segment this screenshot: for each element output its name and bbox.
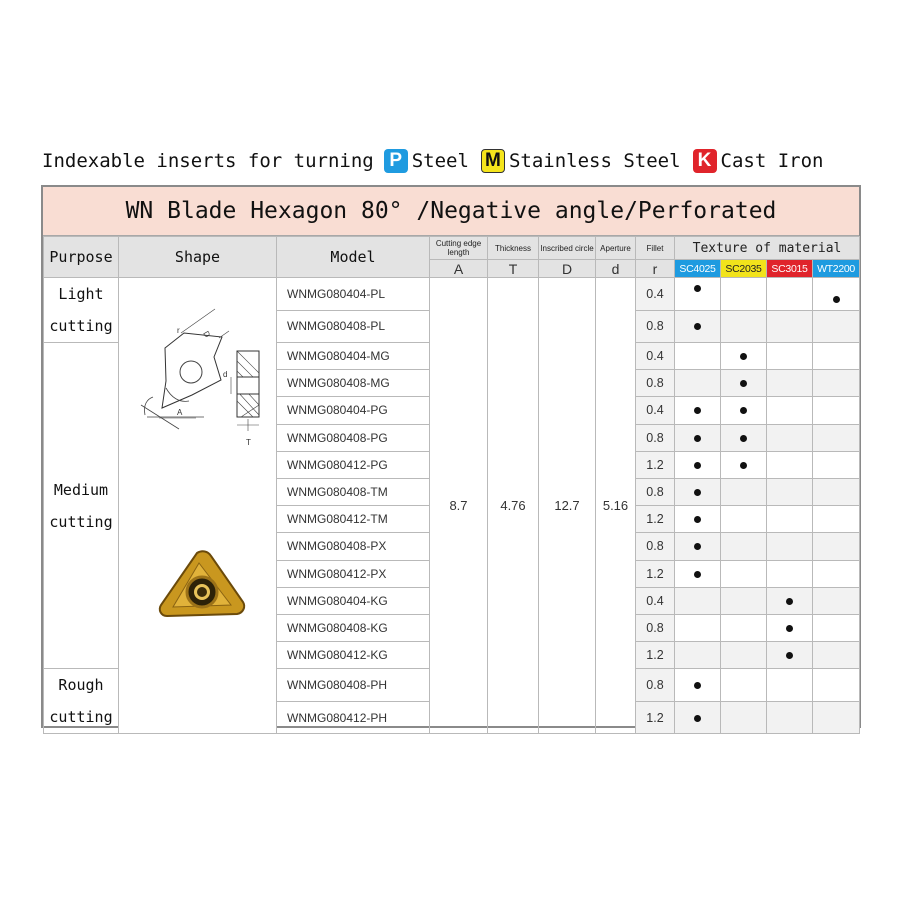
grade-dot — [786, 625, 793, 632]
grade-sc2035: SC2035 — [721, 260, 767, 278]
model-cell: WNMG080404-PL — [277, 278, 430, 311]
header-aperture: Aperture — [596, 237, 636, 260]
grade-mark-cell — [813, 397, 860, 424]
model-cell: WNMG080404-MG — [277, 343, 430, 370]
grade-mark-cell — [721, 614, 767, 641]
grade-sc3015: SC3015 — [767, 260, 813, 278]
grade-mark-cell — [721, 370, 767, 397]
grade-mark-cell — [721, 478, 767, 505]
grade-mark-cell — [767, 642, 813, 669]
grade-mark-cell — [767, 370, 813, 397]
model-cell: WNMG080404-PG — [277, 397, 430, 424]
grade-mark-cell — [767, 451, 813, 478]
legend-k-label: Cast Iron — [720, 150, 824, 172]
grade-mark-cell — [813, 669, 860, 702]
legend-intro: Indexable inserts for turning — [42, 150, 374, 172]
drawing-label-a: A — [177, 408, 183, 418]
grade-dot — [694, 285, 701, 292]
grade-mark-cell — [813, 451, 860, 478]
insert-spec-sheet — [41, 185, 861, 728]
grade-dot — [694, 323, 701, 330]
grade-mark-cell — [675, 669, 721, 702]
grade-mark-cell — [767, 587, 813, 614]
grade-dot — [694, 489, 701, 496]
grade-mark-cell — [813, 370, 860, 397]
header-purpose: Purpose — [44, 237, 119, 278]
shape-cell — [119, 278, 277, 734]
legend-k-badge: K — [693, 149, 717, 173]
grade-mark-cell — [813, 614, 860, 641]
grade-dot — [694, 407, 701, 414]
grade-dot — [740, 435, 747, 442]
grade-wt2200: WT2200 — [813, 260, 860, 278]
grade-mark-cell — [767, 343, 813, 370]
spec-table — [43, 236, 860, 734]
header-thickness: Thickness — [488, 237, 539, 260]
fillet-cell: 1.2 — [636, 701, 675, 734]
grade-dot — [694, 516, 701, 523]
grade-mark-cell — [675, 587, 721, 614]
model-cell: WNMG080408-PH — [277, 669, 430, 702]
dimension-lower-d: 5.16 — [596, 278, 636, 734]
grade-sc4025: SC4025 — [675, 260, 721, 278]
grade-mark-cell — [813, 343, 860, 370]
fillet-cell: 1.2 — [636, 506, 675, 533]
grade-mark-cell — [813, 424, 860, 451]
grade-mark-cell — [813, 478, 860, 505]
grade-mark-cell — [721, 642, 767, 669]
grade-mark-cell — [721, 451, 767, 478]
model-cell: WNMG080408-PG — [277, 424, 430, 451]
grade-mark-cell — [767, 278, 813, 311]
fillet-cell: 0.8 — [636, 424, 675, 451]
fillet-cell: 1.2 — [636, 451, 675, 478]
grade-mark-cell — [767, 560, 813, 587]
model-cell: WNMG080408-PL — [277, 310, 430, 343]
grade-mark-cell — [675, 278, 721, 311]
grade-mark-cell — [675, 478, 721, 505]
fillet-cell: 0.8 — [636, 533, 675, 560]
grade-mark-cell — [813, 701, 860, 734]
grade-mark-cell — [721, 669, 767, 702]
grade-mark-cell — [813, 642, 860, 669]
fillet-cell: 1.2 — [636, 642, 675, 669]
material-legend — [42, 146, 862, 176]
insert-shape-illustration — [119, 293, 277, 713]
header-model: Model — [277, 237, 430, 278]
grade-mark-cell — [675, 560, 721, 587]
grade-dot — [740, 462, 747, 469]
grade-mark-cell — [675, 451, 721, 478]
grade-mark-cell — [767, 669, 813, 702]
grade-dot — [694, 571, 701, 578]
grade-dot — [740, 380, 747, 387]
model-cell: WNMG080408-PX — [277, 533, 430, 560]
grade-mark-cell — [767, 424, 813, 451]
grade-dot — [786, 652, 793, 659]
legend-m-badge: M — [481, 149, 505, 173]
model-cell: WNMG080408-KG — [277, 614, 430, 641]
model-cell: WNMG080412-PG — [277, 451, 430, 478]
grade-dot — [694, 543, 701, 550]
grade-mark-cell — [721, 397, 767, 424]
fillet-cell: 0.8 — [636, 370, 675, 397]
model-cell: WNMG080412-PH — [277, 701, 430, 734]
grade-mark-cell — [721, 310, 767, 343]
grade-mark-cell — [675, 343, 721, 370]
dimension-upper-d: 12.7 — [539, 278, 596, 734]
dimension-a: 8.7 — [430, 278, 488, 734]
header-shape: Shape — [119, 237, 277, 278]
fillet-cell: 0.8 — [636, 669, 675, 702]
grade-mark-cell — [721, 701, 767, 734]
grade-mark-cell — [767, 478, 813, 505]
grade-mark-cell — [675, 614, 721, 641]
grade-mark-cell — [721, 424, 767, 451]
grade-mark-cell — [675, 533, 721, 560]
legend-m-label: Stainless Steel — [508, 150, 681, 172]
grade-mark-cell — [721, 533, 767, 560]
grade-mark-cell — [813, 278, 860, 311]
grade-mark-cell — [675, 424, 721, 451]
grade-mark-cell — [675, 506, 721, 533]
model-cell: WNMG080408-MG — [277, 370, 430, 397]
header-inscribed: Inscribed circle — [539, 237, 596, 260]
grade-mark-cell — [813, 506, 860, 533]
legend-p-badge: P — [384, 149, 408, 173]
model-cell: WNMG080404-KG — [277, 587, 430, 614]
fillet-cell: 1.2 — [636, 560, 675, 587]
grade-mark-cell — [675, 397, 721, 424]
fillet-cell: 0.4 — [636, 343, 675, 370]
fillet-cell: 0.8 — [636, 614, 675, 641]
grade-mark-cell — [767, 397, 813, 424]
grade-mark-cell — [813, 587, 860, 614]
grade-mark-cell — [721, 343, 767, 370]
center-hole — [180, 361, 202, 383]
sheet-title: WN Blade Hexagon 80° /Negative angle/Perforated — [43, 187, 859, 236]
grade-dot — [694, 435, 701, 442]
grade-dot — [740, 353, 747, 360]
grade-mark-cell — [675, 701, 721, 734]
header-fillet: Fillet — [636, 237, 675, 260]
grade-mark-cell — [813, 533, 860, 560]
purpose-cell: Light cutting — [44, 278, 119, 343]
legend-p-label: Steel — [411, 150, 469, 172]
grade-dot — [694, 682, 701, 689]
grade-dot — [786, 598, 793, 605]
grade-mark-cell — [675, 310, 721, 343]
header-letter-d-upper: D — [539, 260, 596, 278]
purpose-cell: Medium cutting — [44, 343, 119, 669]
grade-mark-cell — [813, 310, 860, 343]
header-letter-a: A — [430, 260, 488, 278]
grade-mark-cell — [721, 506, 767, 533]
header-letter-t: T — [488, 260, 539, 278]
grade-mark-cell — [813, 560, 860, 587]
drawing-label-upper-d: D — [201, 329, 212, 340]
insert-photo — [160, 551, 244, 616]
dimension-t: 4.76 — [488, 278, 539, 734]
grade-mark-cell — [767, 310, 813, 343]
grade-mark-cell — [767, 506, 813, 533]
table-row — [44, 278, 860, 311]
technical-drawing — [141, 309, 259, 431]
fillet-cell: 0.8 — [636, 478, 675, 505]
grade-mark-cell — [675, 642, 721, 669]
drawing-label-lower-d: d — [223, 370, 228, 380]
grade-mark-cell — [767, 701, 813, 734]
grade-mark-cell — [675, 370, 721, 397]
fillet-cell: 0.4 — [636, 278, 675, 311]
model-cell: WNMG080412-TM — [277, 506, 430, 533]
grade-dot — [740, 407, 747, 414]
fillet-cell: 0.4 — [636, 587, 675, 614]
model-cell: WNMG080412-PX — [277, 560, 430, 587]
header-letter-d-lower: d — [596, 260, 636, 278]
purpose-cell: Rough cutting — [44, 669, 119, 734]
fillet-cell: 0.4 — [636, 397, 675, 424]
grade-mark-cell — [721, 278, 767, 311]
model-cell: WNMG080412-KG — [277, 642, 430, 669]
drawing-label-r: r — [177, 326, 180, 336]
grade-dot — [694, 462, 701, 469]
grade-dot — [833, 296, 840, 303]
grade-mark-cell — [767, 614, 813, 641]
fillet-cell: 0.8 — [636, 310, 675, 343]
grade-mark-cell — [721, 560, 767, 587]
grade-mark-cell — [721, 587, 767, 614]
model-cell: WNMG080408-TM — [277, 478, 430, 505]
header-texture: Texture of material — [675, 237, 860, 260]
grade-dot — [694, 715, 701, 722]
grade-mark-cell — [767, 533, 813, 560]
header-cutting-edge: Cutting edge length — [430, 237, 488, 260]
drawing-label-t: T — [246, 438, 251, 448]
header-letter-r: r — [636, 260, 675, 278]
